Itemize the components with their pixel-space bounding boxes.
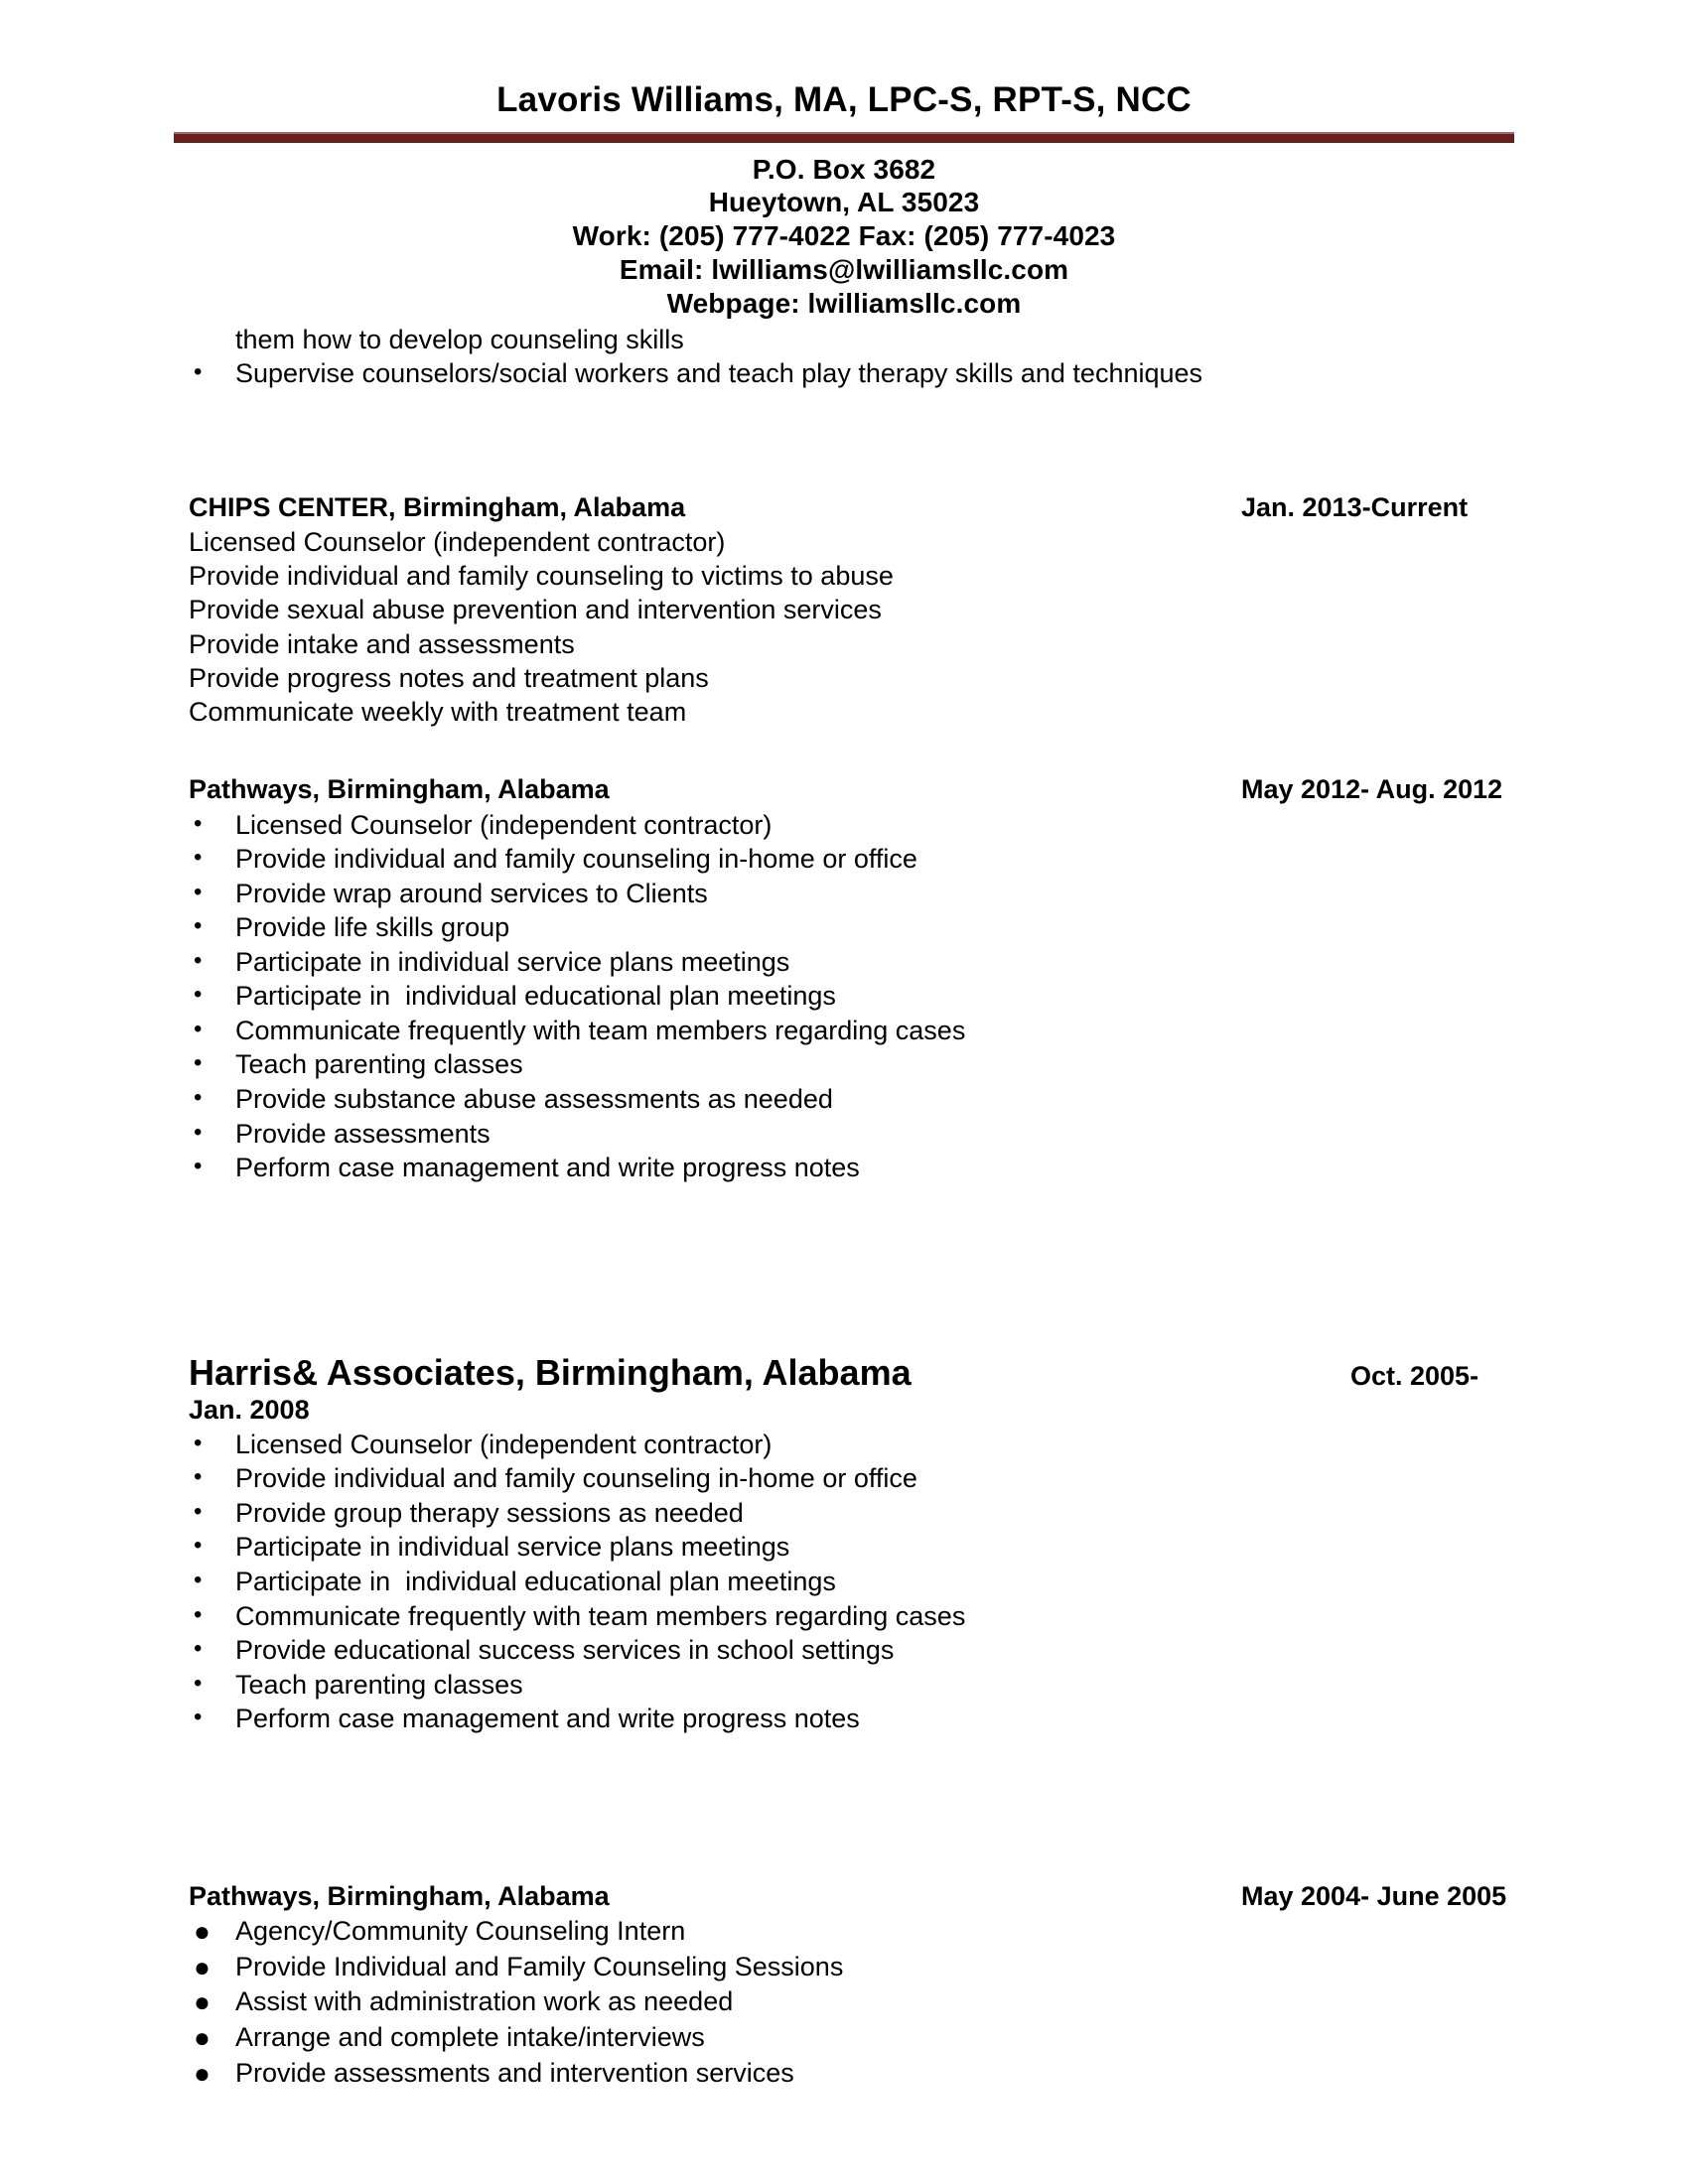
list-item-text: Licensed Counselor (independent contractor) (235, 1429, 773, 1459)
job-date: May 2004- June 2005 (1241, 1880, 1507, 1911)
bullet-icon: • (194, 878, 203, 905)
bullet-icon: ● (194, 1986, 211, 2018)
job-organization: Harris& Associates, Birmingham, Alabama (189, 1351, 912, 1393)
list-item (189, 910, 1539, 945)
bullet-icon: ● (194, 2022, 211, 2054)
job-line: Communicate weekly with treatment team (189, 697, 687, 728)
list-item-text: Assist with administration work as needed (235, 1986, 734, 2017)
list-item-text: Provide individual and family counseling in-home or office (235, 1463, 917, 1494)
bullet-icon: • (194, 1669, 203, 1697)
bullet-icon: • (194, 1118, 203, 1146)
resume-body (0, 323, 1688, 2092)
job-header (189, 490, 1539, 525)
list-item-text: Provide educational success services in school settings (235, 1635, 895, 1666)
bullet-icon: • (194, 946, 203, 974)
list-item (189, 1014, 1539, 1048)
bullet-icon: • (194, 1532, 203, 1560)
list-item-text: Teach parenting classes (235, 1049, 523, 1080)
bullet-icon: • (194, 1567, 203, 1593)
job-header (189, 1352, 1539, 1394)
list-item-text: Provide individual and family counseling in-home or office (235, 844, 917, 875)
job-header (189, 772, 1539, 807)
list-item-text: Perform case management and write progress notes (235, 1704, 860, 1734)
contact-phones: Work: (205) 777-4022 Fax: (205) 777-4023 (572, 220, 1116, 252)
job-line: Provide intake and assessments (189, 628, 575, 659)
list-item (189, 808, 1539, 843)
list-item (189, 1984, 1539, 2020)
list-item-text: Provide assessments and intervention services (235, 2058, 794, 2089)
job-organization: CHIPS CENTER, Birmingham, Alabama (189, 491, 686, 522)
bullet-icon: ● (194, 1951, 211, 1982)
bullet-icon: ● (194, 2058, 211, 2090)
list-item (189, 1428, 1539, 1462)
contact-city-state-zip: Hueytown, AL 35023 (708, 187, 980, 218)
list-item-text: Supervise counselors/social workers and teach play therapy skills and techniques (235, 358, 1203, 389)
job-line: Licensed Counselor (independent contractor) (189, 526, 726, 557)
list-item (189, 1633, 1539, 1668)
bullet-icon: • (194, 1704, 203, 1731)
list-item (189, 1914, 1539, 1950)
job-line: Provide individual and family counseling to victims to abuse (189, 561, 894, 592)
contact-po-box: P.O. Box 3682 (752, 153, 936, 185)
list-item (189, 842, 1539, 877)
spacer (189, 1736, 1539, 1879)
list-item (189, 2056, 1539, 2092)
experience-entry-pathways-2004 (189, 1879, 1539, 2092)
job-date-continued: Jan. 2008 (189, 1395, 310, 1426)
bullet-icon: • (194, 1083, 203, 1111)
list-item (189, 979, 1539, 1014)
list-item (189, 1599, 1539, 1634)
bullet-icon: • (194, 1497, 203, 1525)
spacer (189, 729, 1539, 772)
list-item (189, 1117, 1539, 1152)
bullet-icon: • (194, 1049, 203, 1077)
bullet-icon: • (194, 809, 203, 837)
list-item-text: Teach parenting classes (235, 1669, 523, 1700)
list-item (189, 1565, 1539, 1599)
document-header (0, 0, 1688, 143)
list-item (189, 1151, 1539, 1185)
job-organization: Pathways, Birmingham, Alabama (189, 774, 610, 805)
job-header (189, 1879, 1539, 1914)
bullet-icon: • (194, 358, 203, 386)
list-item (189, 1082, 1539, 1117)
bullet-icon: ● (194, 1915, 211, 1947)
job-date: Oct. 2005- (1350, 1360, 1479, 1391)
list-item (189, 1047, 1539, 1082)
experience-entry-harris-associates (189, 1352, 1539, 1736)
bullet-icon: • (194, 981, 203, 1009)
contact-block (0, 153, 1688, 321)
list-item-text: Participate in individual educational plan meetings (235, 1567, 836, 1596)
list-item-text: Provide life skills group (235, 912, 510, 943)
list-item-text: Provide Individual and Family Counseling Sessions (235, 1951, 844, 1981)
list-item-text: Communicate frequently with team members regarding cases (235, 1015, 966, 1045)
list-item (189, 1530, 1539, 1565)
spacer (189, 1185, 1539, 1352)
list-item-text: Agency/Community Counseling Intern (235, 1915, 686, 1946)
list-item-text: Participate in individual service plans meetings (235, 946, 790, 977)
list-item-text: Provide group therapy sessions as needed (235, 1497, 744, 1528)
job-line: Provide sexual abuse prevention and intervention services (189, 595, 882, 625)
list-item-text: Provide wrap around services to Clients (235, 878, 708, 908)
spacer (189, 391, 1539, 490)
bullet-icon: • (194, 1635, 203, 1663)
list-item (189, 1668, 1539, 1703)
list-item-text: Provide substance abuse assessments as needed (235, 1083, 833, 1114)
list-item-text: Participate in individual educational plan meetings (235, 981, 836, 1012)
bullet-icon: • (194, 1463, 203, 1491)
page-title: Lavoris Williams, MA, LPC-S, RPT-S, NCC (496, 80, 1192, 119)
bullet-icon: • (194, 1600, 203, 1628)
job-organization: Pathways, Birmingham, Alabama (189, 1880, 610, 1911)
bullet-icon: • (194, 1429, 203, 1456)
job-date: May 2012- Aug. 2012 (1241, 774, 1503, 805)
continued-section (189, 323, 1539, 391)
list-item (189, 1702, 1539, 1736)
list-item (189, 877, 1539, 911)
list-item-text: Participate in individual service plans meetings (235, 1532, 790, 1563)
bullet-icon: • (194, 1015, 203, 1042)
list-item (189, 1461, 1539, 1496)
contact-webpage: Webpage: lwilliamsllc.com (666, 288, 1022, 319)
header-divider (174, 132, 1514, 143)
bullet-icon: • (194, 1153, 203, 1180)
list-item (189, 1496, 1539, 1531)
list-item-text: Licensed Counselor (independent contractor) (235, 809, 773, 840)
experience-entry-pathways-2012 (189, 772, 1539, 1184)
job-date: Jan. 2013-Current (1241, 491, 1469, 522)
continued-wrapped-line: them how to develop counseling skills (235, 324, 684, 354)
list-item (189, 945, 1539, 980)
job-line: Provide progress notes and treatment plans (189, 662, 709, 693)
list-item-text: Perform case management and write progress notes (235, 1153, 860, 1183)
experience-entry-chips-center (189, 490, 1539, 730)
list-item-text: Communicate frequently with team members regarding cases (235, 1600, 966, 1631)
list-item-text: Arrange and complete intake/interviews (235, 2022, 705, 2053)
list-item (189, 356, 1539, 391)
contact-email: Email: lwilliams@lwilliamsllc.com (619, 254, 1069, 286)
list-item (189, 1950, 1539, 1985)
list-item-text: Provide assessments (235, 1118, 491, 1149)
list-item (189, 2020, 1539, 2056)
bullet-icon: • (194, 844, 203, 872)
bullet-icon: • (194, 912, 203, 940)
